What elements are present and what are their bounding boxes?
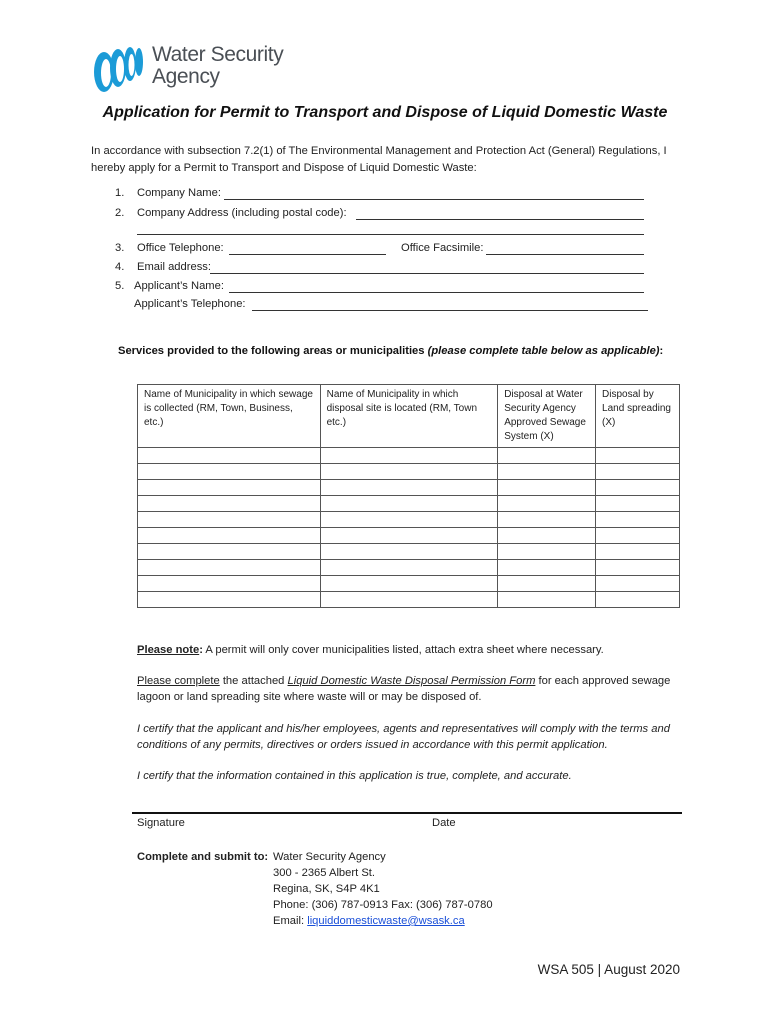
table-cell[interactable] xyxy=(320,464,498,480)
document-title: Application for Permit to Transport and Dispose of Liquid Domestic Waste xyxy=(102,104,668,121)
table-cell[interactable] xyxy=(596,512,680,528)
table-cell[interactable] xyxy=(498,480,596,496)
field-number-1: 1. xyxy=(115,187,125,199)
permission-form-link[interactable]: Liquid Domestic Waste Disposal Permission Form xyxy=(287,675,536,687)
please-note-label: Please note xyxy=(137,644,200,656)
applicant-name-field[interactable] xyxy=(229,292,644,293)
please-note-colon: : xyxy=(199,644,203,656)
office-facsimile-label: Office Facsimile: xyxy=(401,242,484,254)
submit-address xyxy=(273,849,493,929)
table-cell[interactable] xyxy=(596,496,680,512)
please-complete-pre: the attached xyxy=(219,675,288,687)
please-complete-label: Please complete xyxy=(137,675,220,687)
table-cell[interactable] xyxy=(138,480,321,496)
logo-line-1: Water Security xyxy=(152,43,284,66)
please-note-paragraph xyxy=(137,642,687,658)
field-number-5: 5. xyxy=(115,280,125,292)
table-cell[interactable] xyxy=(498,576,596,592)
phone-fax: Phone: (306) 787-0913 Fax: (306) 787-0780 xyxy=(273,899,493,911)
table-cell[interactable] xyxy=(498,464,596,480)
wsa-logo xyxy=(92,40,284,98)
date-label: Date xyxy=(432,817,456,829)
certify-compliance-paragraph: I certify that the applicant and his/her employees, agents and representatives will comply with the terms and conditions of any permits, directives or orders issued in accordance with this permit application. xyxy=(137,723,670,751)
table-cell[interactable] xyxy=(138,496,321,512)
table-cell[interactable] xyxy=(320,480,498,496)
please-complete-post: for each approved sewage lagoon or land spreading site where waste will or may be disposed of. xyxy=(137,675,671,703)
table-cell[interactable] xyxy=(596,576,680,592)
table-row xyxy=(138,480,680,496)
table-cell[interactable] xyxy=(596,560,680,576)
company-name-label: Company Name: xyxy=(137,187,221,199)
table-cell[interactable] xyxy=(320,512,498,528)
company-address-label: Company Address (including postal code): xyxy=(137,207,347,219)
company-address-field-line-2[interactable] xyxy=(137,234,644,235)
field-number-2: 2. xyxy=(115,207,125,219)
table-body xyxy=(138,448,680,608)
table-row xyxy=(138,512,680,528)
please-note-text: A permit will only cover municipalities listed, attach extra sheet where necessary. xyxy=(202,644,604,656)
signature-label: Signature xyxy=(137,817,185,829)
office-telephone-field[interactable] xyxy=(229,254,386,255)
table-cell[interactable] xyxy=(596,464,680,480)
services-colon: : xyxy=(659,345,664,357)
table-cell[interactable] xyxy=(138,544,321,560)
company-name-field[interactable] xyxy=(224,199,644,200)
applicant-telephone-label: Applicant’s Telephone: xyxy=(134,298,246,310)
table-cell[interactable] xyxy=(138,464,321,480)
table-cell[interactable] xyxy=(596,592,680,608)
table-cell[interactable] xyxy=(138,512,321,528)
table-cell[interactable] xyxy=(498,528,596,544)
table-row xyxy=(138,528,680,544)
certify-accuracy-paragraph: I certify that the information contained in this application is true, complete, and accurate. xyxy=(137,770,572,782)
table-cell[interactable] xyxy=(320,448,498,464)
table-cell[interactable] xyxy=(320,576,498,592)
org-name: Water Security Agency xyxy=(273,851,386,863)
email-link[interactable]: liquiddomesticwaste@wsask.ca xyxy=(307,915,465,927)
col-header-collected: Name of Municipality in which sewage is collected (RM, Town, Business, etc.) xyxy=(138,385,321,448)
street-address: 300 - 2365 Albert St. xyxy=(273,867,375,879)
services-heading xyxy=(118,345,663,357)
col-header-land-spreading: Disposal by Land spreading (X) xyxy=(596,385,680,448)
office-telephone-label: Office Telephone: xyxy=(137,242,224,254)
services-label: Services provided to the following areas or municipalities xyxy=(118,345,425,357)
form-footer: WSA 505 | August 2020 xyxy=(537,962,680,977)
email-line xyxy=(273,913,493,929)
table-cell[interactable] xyxy=(320,528,498,544)
table-cell[interactable] xyxy=(498,592,596,608)
col-header-disposal-site: Name of Municipality in which disposal site is located (RM, Town etc.) xyxy=(320,385,498,448)
table-cell[interactable] xyxy=(138,528,321,544)
applicant-name-label: Applicant’s Name: xyxy=(134,280,224,292)
email-address-field[interactable] xyxy=(210,273,644,274)
table-cell[interactable] xyxy=(498,496,596,512)
table-cell[interactable] xyxy=(596,480,680,496)
services-note: (please complete table below as applicable) xyxy=(427,345,660,357)
field-number-3: 3. xyxy=(115,242,125,254)
intro-paragraph: In accordance with subsection 7.2(1) of The Environmental Management and Protection Act (General) Regulations, I hereby apply for a Permit to Transport and Dispose of Liquid Domestic Waste: xyxy=(91,145,667,174)
table-row xyxy=(138,576,680,592)
table-row xyxy=(138,496,680,512)
table-cell[interactable] xyxy=(498,448,596,464)
table-cell[interactable] xyxy=(320,496,498,512)
table-cell[interactable] xyxy=(498,544,596,560)
table-cell[interactable] xyxy=(320,560,498,576)
table-row xyxy=(138,448,680,464)
company-address-field[interactable] xyxy=(356,219,644,220)
table-cell[interactable] xyxy=(320,592,498,608)
table-cell[interactable] xyxy=(498,560,596,576)
table-cell[interactable] xyxy=(138,448,321,464)
field-number-4: 4. xyxy=(115,261,125,273)
submit-label: Complete and submit to: xyxy=(137,851,269,863)
logo-wordmark xyxy=(152,44,283,88)
table-row xyxy=(138,464,680,480)
table-cell[interactable] xyxy=(596,544,680,560)
table-header-row xyxy=(138,385,680,448)
email-label: Email: xyxy=(273,915,308,927)
table-row xyxy=(138,544,680,560)
table-cell[interactable] xyxy=(320,544,498,560)
col-header-approved-system: Disposal at Water Security Agency Approved Sewage System (X) xyxy=(498,385,596,448)
table-row xyxy=(138,560,680,576)
office-facsimile-field[interactable] xyxy=(486,254,644,255)
water-drops-logo-icon xyxy=(92,40,150,98)
table-cell[interactable] xyxy=(596,448,680,464)
table-cell[interactable] xyxy=(596,528,680,544)
logo-line-2: Agency xyxy=(152,65,220,88)
table-cell[interactable] xyxy=(138,560,321,576)
table-cell[interactable] xyxy=(138,576,321,592)
city-address: Regina, SK, S4P 4K1 xyxy=(273,883,380,895)
municipalities-table xyxy=(137,384,680,608)
table-cell[interactable] xyxy=(498,512,596,528)
signature-line[interactable] xyxy=(132,812,682,814)
table-cell[interactable] xyxy=(138,592,321,608)
please-complete-paragraph xyxy=(137,673,687,705)
email-address-label: Email address: xyxy=(137,261,211,273)
table-row xyxy=(138,592,680,608)
applicant-telephone-field[interactable] xyxy=(252,310,648,311)
